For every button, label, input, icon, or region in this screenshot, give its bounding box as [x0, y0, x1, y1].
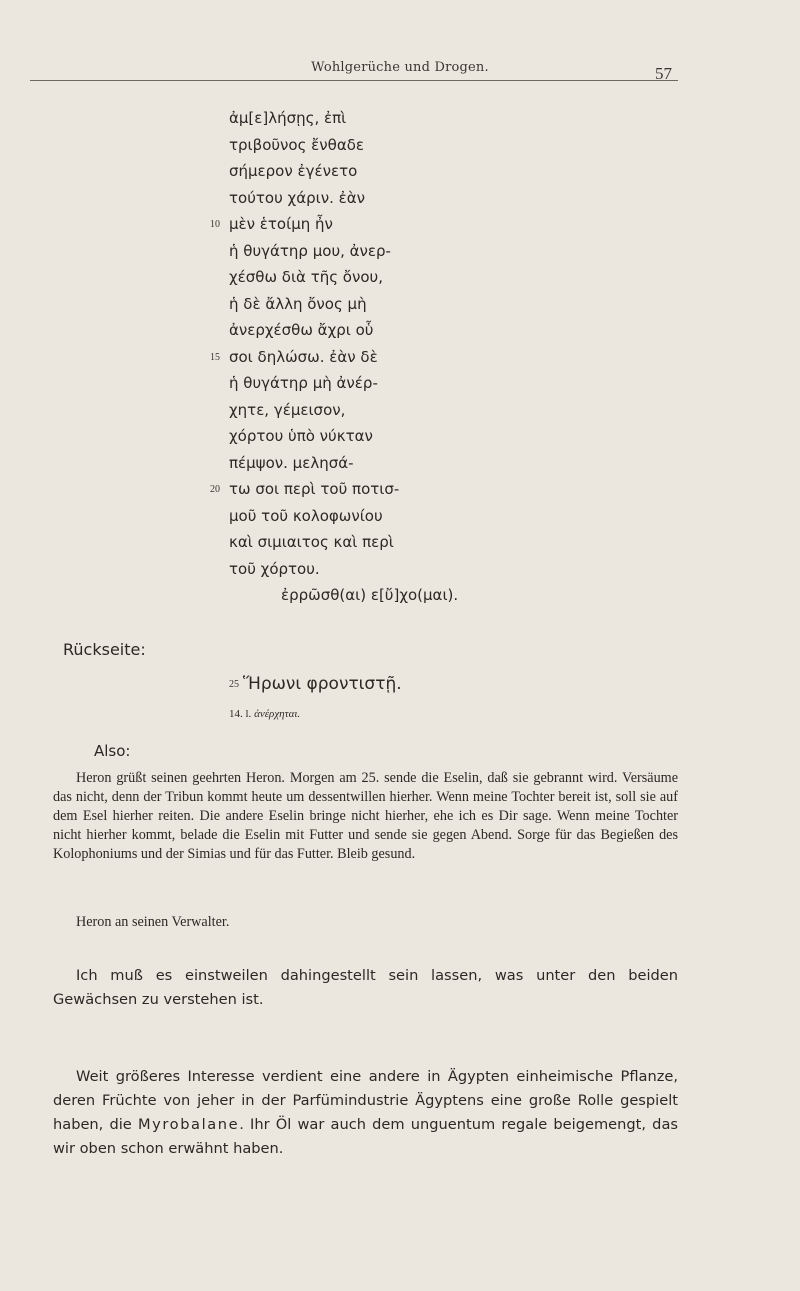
line-number: 15 [210, 351, 220, 363]
note-word: ἀνέρχηται. [254, 708, 301, 720]
running-title: Wohlgerüche und Drogen. [311, 60, 489, 75]
greek-line [210, 211, 559, 238]
paragraph-2-after: . Ihr Öl war auch dem unguentum regale beigemengt, das wir oben schon erwähnt haben. [53, 1116, 678, 1157]
greek-line [210, 476, 559, 503]
greek-line [229, 556, 559, 583]
address-text: Ἥρωνι φροντιστῇ. [243, 674, 402, 694]
greek-line [229, 450, 559, 477]
critical-note [229, 708, 300, 720]
also-label: Also: [94, 742, 131, 760]
greek-line-text: ἡ θυγάτηρ μὴ ἀνέρ- [229, 374, 378, 392]
greek-line-text: σοι δηλώσω. ἐὰν δὲ [229, 347, 378, 366]
line-number: 10 [210, 219, 220, 230]
verso-label: Rückseite: [63, 640, 146, 659]
greek-line [229, 132, 559, 159]
greek-line [229, 185, 559, 212]
greek-line [229, 397, 559, 424]
greek-line [229, 503, 559, 530]
greek-line-text: μοῦ τοῦ κολοφωνίου [229, 506, 383, 525]
greek-line-text: μὲν ἑτοίμη ἦν [229, 215, 333, 233]
greek-line-text: τοῦ χόρτου. [229, 559, 320, 578]
paragraph-2-text [53, 1065, 678, 1161]
paragraph-2 [53, 1065, 678, 1161]
greek-line [229, 317, 559, 344]
greek-line-text: τω σοι περὶ τοῦ ποτισ- [229, 480, 400, 498]
line-number: 20 [210, 484, 220, 495]
greek-line-text: τριβοῦνος ἔνθαδε [229, 135, 365, 154]
page-number: 57 [655, 64, 672, 83]
greek-line [229, 529, 559, 556]
greek-line-text: χέσθω διὰ τῆς ὄνου, [229, 268, 383, 286]
greek-address-line [229, 674, 402, 694]
line-number: 25 [229, 679, 239, 690]
translation-text: Heron grüßt seinen geehrten Heron. Morgen am 25. sende die Eselin, daß sie gebrannt wird. Versäume das nicht, denn der Tribun kommt heute um dessentwillen hierher. Wenn meine Tochter bereit ist, soll sie auf dem Esel hierher reiten. Die andere Eselin bringe nicht hierher, ehe ich es Dir sage. Wenn meine Tochter nicht hierher kommt, belade die Eselin mit Futter und sende sie gegen Abend. Sorge für das Begießen des Kolophoniums und der Simias und für das Futter. Bleib gesund. [53, 770, 678, 862]
greek-line-text: χητε, γέμεισον, [229, 400, 346, 419]
greek-line-text: ἡ θυγάτηρ μου, ἀνερ- [229, 241, 391, 260]
greek-line-text: σήμερον ἐγένετο [229, 162, 358, 180]
myrobalane-term: Myrobalane [137, 1116, 240, 1133]
greek-line-text: τούτου χάριν. ἐὰν [229, 188, 365, 207]
greek-line [229, 291, 559, 318]
greek-line [229, 158, 559, 185]
greek-line [229, 370, 559, 397]
greek-line-text: ἡ δὲ ἄλλη ὄνος μὴ [229, 294, 367, 313]
greek-line [229, 264, 559, 291]
greek-line-text: ἐρρῶσθ(αι) ε[ὔ]χο(μαι). [281, 586, 459, 604]
translation-block [53, 769, 678, 864]
greek-line-text: καὶ σιμιαιτος καὶ περὶ [229, 533, 394, 551]
greek-text-block [210, 105, 559, 609]
note-ref: 14. l. [229, 708, 252, 720]
greek-line [229, 582, 559, 609]
greek-line-text: πέμψον. μελησά- [229, 453, 354, 472]
greek-line-text: χόρτου ὑπὸ νύκταν [229, 427, 373, 445]
greek-line-text: ἀμ[ε]λήσῃς, ἐπὶ [229, 109, 347, 127]
greek-line [229, 423, 559, 450]
greek-line-text: ἀνερχέσθω ἄχρι οὗ [229, 321, 374, 339]
greek-line [210, 344, 559, 371]
header-rule [30, 80, 678, 81]
greek-line [229, 105, 559, 132]
paragraph-1 [53, 964, 678, 1012]
greek-line [229, 238, 559, 265]
paragraph-2-before: Weit größeres Interesse verdient eine andere in Ägypten einheimische Pflanze, deren Früchte von jeher in der Parfümindustrie Ägyptens eine große Rolle gespielt haben, die [53, 1068, 678, 1133]
paragraph-1-text: Ich muß es einstweilen dahingestellt sein lassen, was unter den beiden Gewächsen zu verstehen ist. [53, 967, 678, 1008]
translation-address: Heron an seinen Verwalter. [76, 914, 230, 930]
